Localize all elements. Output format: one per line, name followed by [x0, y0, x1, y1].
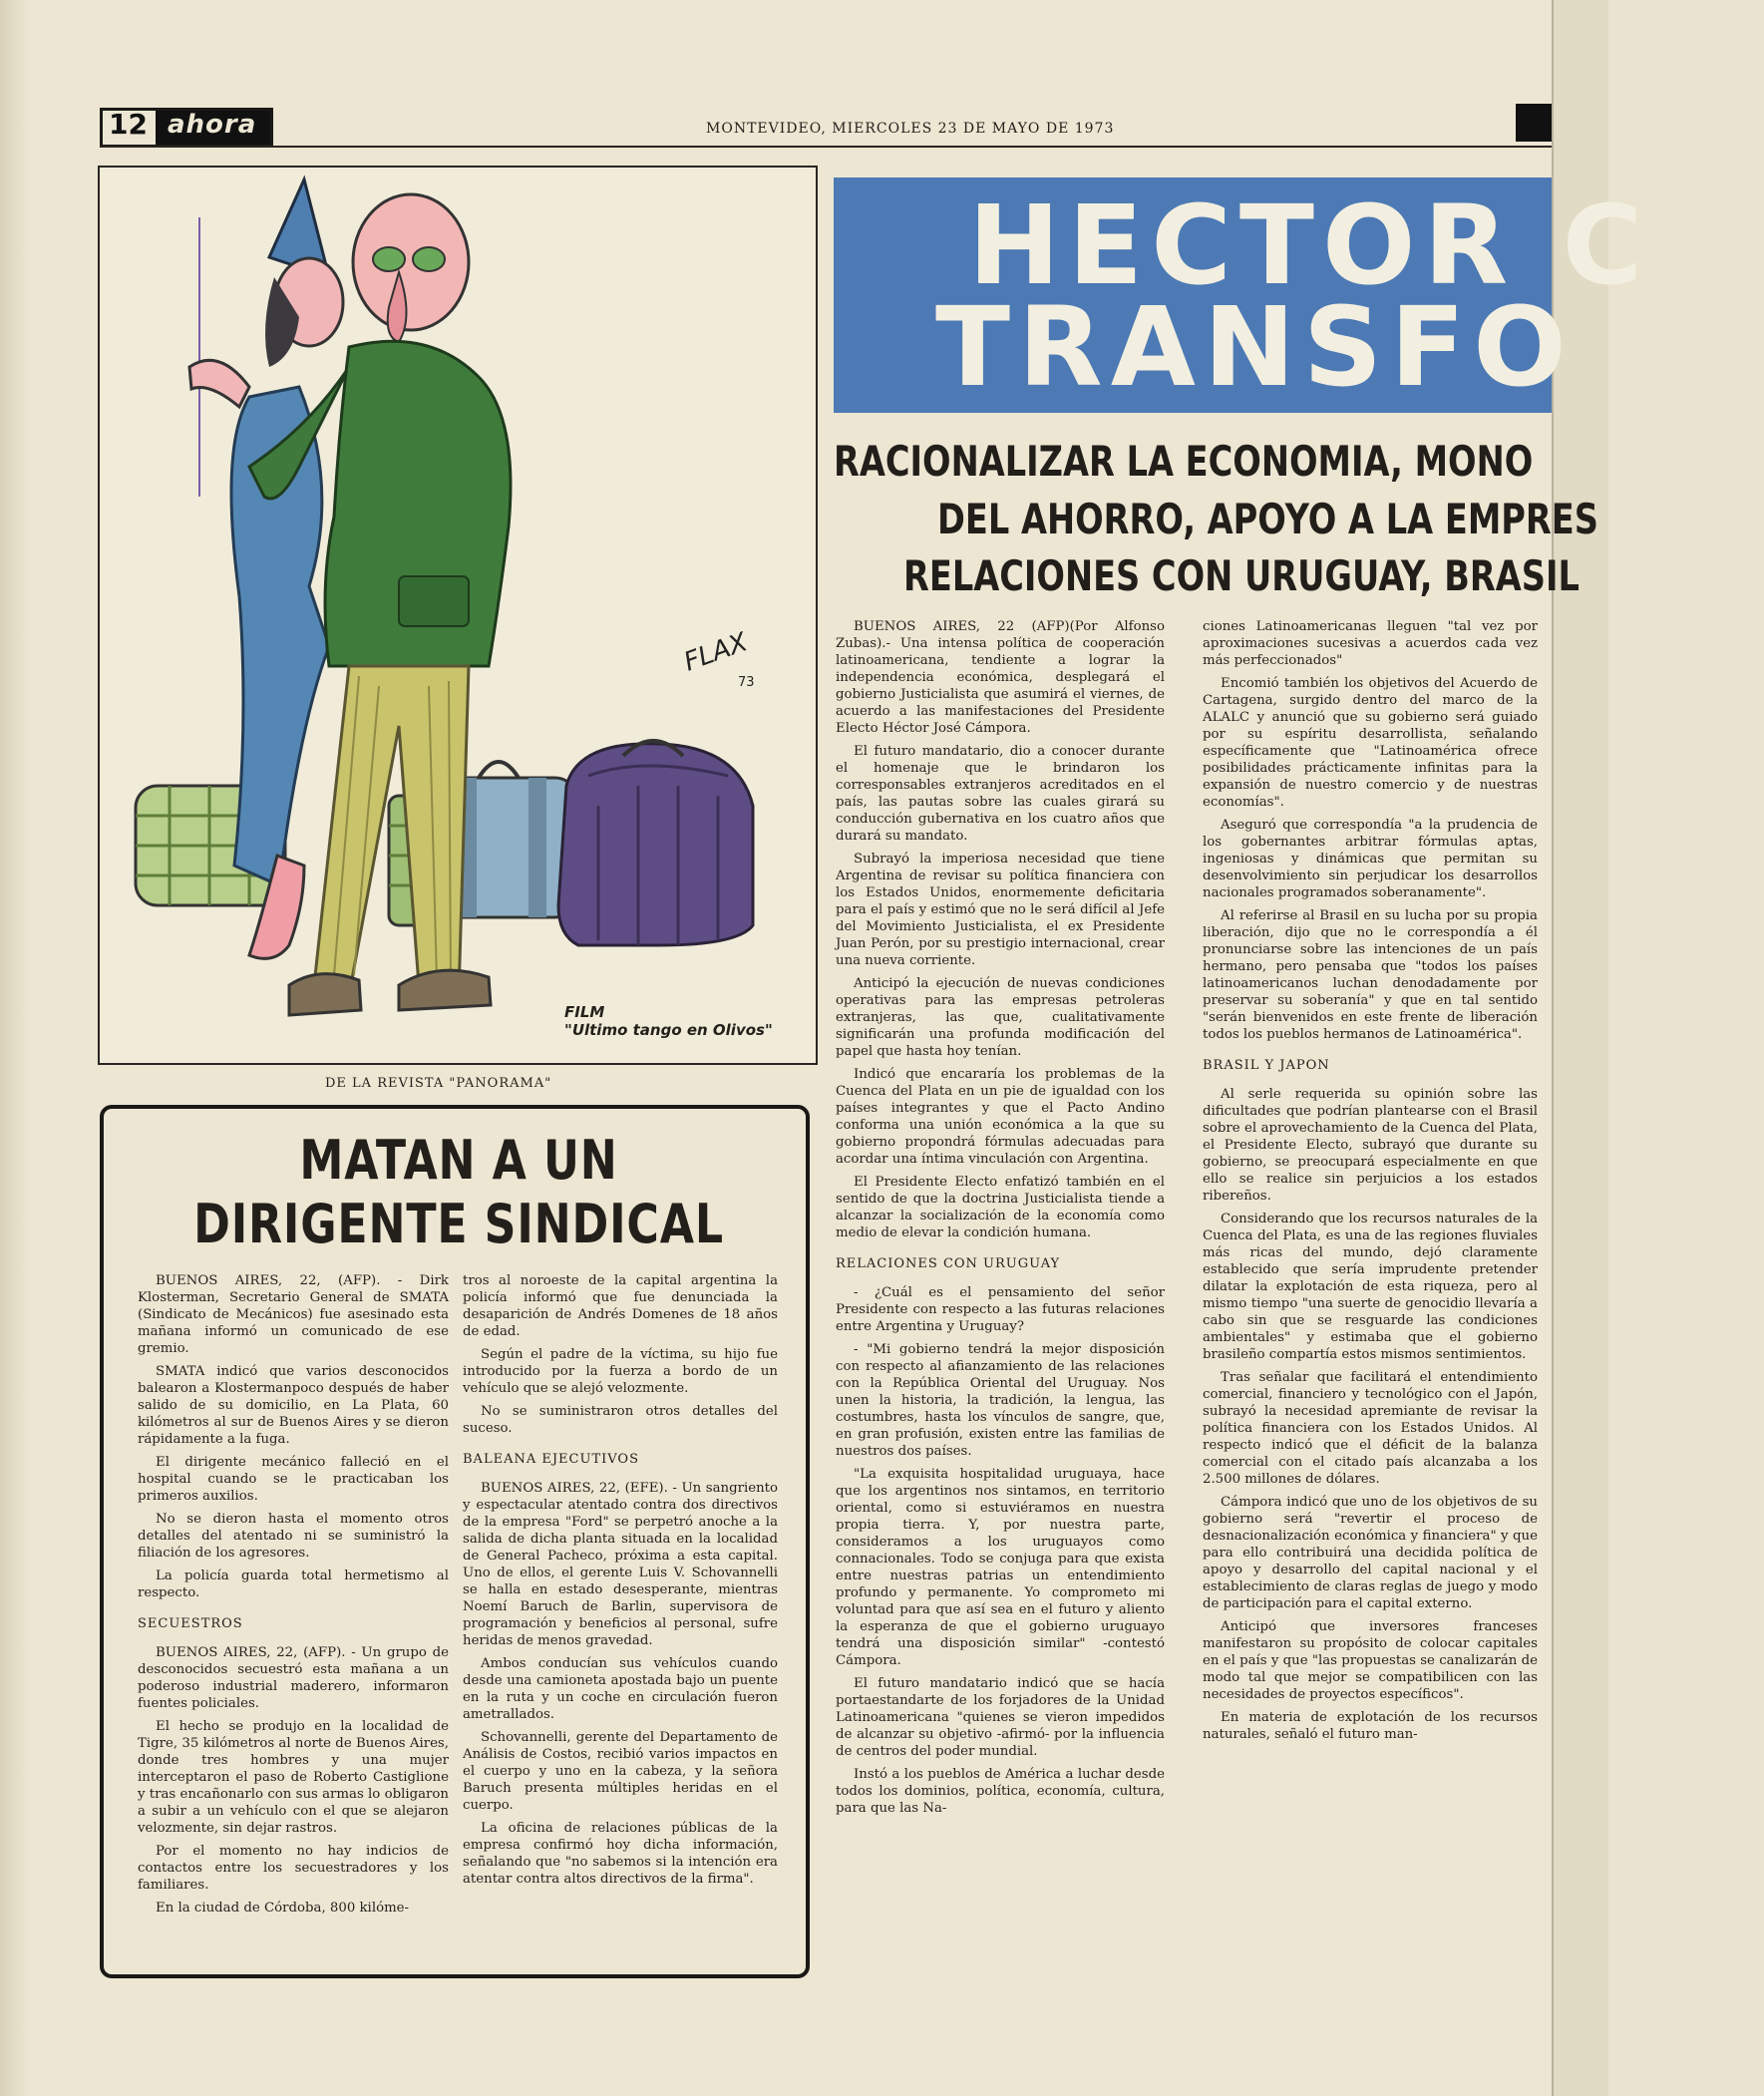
sidebar-paragraph: El dirigente mecánico falleció en el hospital cuando se le practicaban los primeros auxilios. [138, 1455, 449, 1504]
main-paragraph: Subrayó la imperiosa necesidad que tiene Argentina de revisar su política financiera con los Estados Unidos, enormemente deficitaria para el país y estimó que no le será difícil al Jefe del Movimiento Justicialista, el ex Presidente Juan Perón, por su prestigio internacional, crear una nueva corriente. [836, 852, 1165, 968]
main-deck-line3 [903, 551, 1580, 600]
main-deck-text: RACIONALIZAR LA ECONOMIA, MONO [834, 437, 1534, 486]
sidebar-paragraph: El hecho se produjo en la localidad de Tigre, 35 kilómetros al norte de Buenos Aires, donde tres hombres y una mujer interceptaron el paso de Roberto Castiglione y tras encañonarlo con sus armas lo obligaron a subir a un vehículo con el que se alejaron velozmente, sin dejar rastros. [138, 1719, 449, 1836]
masthead-rule [100, 146, 1552, 148]
main-paragraph: Considerando que los recursos naturales de la Cuenca del Plata, es una de las regiones fluviales más ricas del mundo, dejó claramente establecido que sería imprudente pretender dilatar la explotación de esta riqueza, pero al mismo tiempo "una suerte de genocidio llevaría a cabo sin que se resguarde las condiciones ambientales" y estimaba que el gobierno brasileño compartía estos mismos sentimientos. [1203, 1212, 1538, 1362]
main-paragraph: BUENOS AIRES, 22 (AFP)(Por Alfonso Zubas).- Una intensa política de cooperación latinoamericana, tendiente a lograr la independencia económica, desplegará el gobierno Justicialista que asumirá el viernes, de acuerdo a las manifestaciones del Presidente Electo Héctor José Cámpora. [836, 619, 1165, 736]
cartoon-caption-label: FILM [564, 1003, 605, 1021]
sidebar-paragraph: SMATA indicó que varios desconocidos balearon a Klostermanpoco después de haber salido de su domicilio, en La Plata, 60 kilómetros al sur de Buenos Aires y se dieron rápidamente a la fuga. [138, 1364, 449, 1447]
sidebar-paragraph: BUENOS AIRES, 22, (AFP). - Un grupo de desconocidos secuestró esta mañana a un poderoso industrial maderero, informaron fuentes policiales. [138, 1645, 449, 1711]
sidebar-headline-line1: MATAN A UN [299, 1129, 618, 1192]
cartoon-caption-title: "Ultimo tango en Olivos" [564, 1021, 773, 1039]
sidebar-paragraph: BUENOS AIRES, 22, (EFE). - Un sangriento y espectacular atentado contra dos directivos de la empresa "Ford" se perpetró anoche a la salida de dicha planta situada en la localidad de General Pacheco, próxima a esta capital. Uno de ellos, el gerente Luis V. Schovannelli se halla en estado desesperante, mientras Noemí Baruch de Barlin, supervisora de programación y beneficios al personal, sufre heridas de menos gravedad. [463, 1481, 778, 1648]
sidebar-subhead-secuestros: SECUESTROS [138, 1616, 243, 1631]
sidebar-paragraph: No se suministraron otros detalles del suceso. [463, 1404, 778, 1436]
newspaper-name: ahora [156, 111, 270, 145]
cartoon-drawing [100, 168, 816, 1063]
main-headline-line1: HECTOR C [968, 181, 1651, 309]
main-paragraph: El futuro mandatario indicó que se hacía portaestandarte de los forjadores de la Unidad Latinoamericana "quienes se vieron impedidos de alcanzar su objetivo -afirmó- por la influencia de centros del poder mundial. [836, 1676, 1165, 1759]
main-paragraph: Cámpora indicó que uno de los objetivos de su gobierno será "revertir el proceso de desnacionalización económica y financiera" y que para ello contribuirá una decidida política de apoyo y desarrollo del capital nacional y el establecimiento de claras reglas de juego y modo de participación para el capital externo. [1203, 1495, 1538, 1611]
main-paragraph: Anticipó que inversores franceses manifestaron su propósito de colocar capitales en el país y que "las propuestas se canalizarán de modo tal que mejor se compatibilicen con las necesidades de proyectos específicos". [1203, 1619, 1538, 1702]
sidebar-paragraph: tros al noroeste de la capital argentina la policía informó que fue denunciada la desaparición de Andrés Domenes de 18 años de edad. [463, 1273, 778, 1339]
sidebar-column-2 [463, 1272, 778, 1894]
main-paragraph: - ¿Cuál es el pensamiento del señor Presidente con respecto a las futuras relaciones entre Argentina y Uruguay? [836, 1285, 1165, 1334]
sidebar-paragraph: Schovannelli, gerente del Departamento de Análisis de Costos, recibió varios impactos en el cuerpo y uno en la cabeza, y la señora Baruch presenta múltiples heridas en el cuerpo. [463, 1730, 778, 1813]
sidebar-paragraph: En la ciudad de Córdoba, 800 kilóme- [156, 1901, 410, 1916]
cartoon-year: 73 [738, 675, 755, 690]
main-paragraph: Instó a los pueblos de América a luchar desde todos los dominios, política, economía, cultura, para que las Na- [836, 1767, 1165, 1816]
main-paragraph: - "Mi gobierno tendrá la mejor disposición con respecto al afianzamiento de las relaciones con la República Oriental del Uruguay. Nos unen la historia, la tradición, la lengua, las costumbres, hasta los vínculos de sangre, que, en gran profusión, existen entre las familias de nuestros dos países. [836, 1342, 1165, 1459]
main-paragraph: Encomió también los objetivos del Acuerdo de Cartagena, surgido dentro del marco de la ALALC y anunció que su gobierno será guiado por su espíritu desarrollista, señalando específicamente que "Latinoamérica ofrece posibilidades prácticamente infinitas para la expansión de nuestro comercio y de nuestras economías". [1203, 676, 1538, 810]
main-paragraph: Al serle requerida su opinión sobre las dificultades que podrían plantearse con el Brasil sobre el aprovechamiento de la Cuenca del Plata, el Presidente Electo, subrayó que durante su gobierno, se preocupará especialmente en que ello se realice sin perjuicios a los estados ribereños. [1203, 1087, 1538, 1204]
main-headline-line2: TRANSFO [935, 283, 1575, 411]
sidebar-paragraph: La policía guarda total hermetismo al respecto. [138, 1569, 449, 1600]
main-subhead-uruguay: RELACIONES CON URUGUAY [836, 1256, 1061, 1271]
cartoonist-signature: FLAX [680, 627, 752, 678]
main-deck-text: DEL AHORRO, APOYO A LA EMPRES [937, 495, 1598, 543]
main-paragraph: Tras señalar que facilitará el entendimiento comercial, financiero y tecnológico con el Japón, subrayó la necesidad apremiante de revisar la política financiera con los Estados Unidos. Al respecto indicó que el déficit de la balanza comercial con el citado país alcanzaba a los 2.500 millones de dólares. [1203, 1370, 1538, 1487]
main-column-1 [836, 618, 1165, 1823]
sidebar-paragraph: Ambos conducían sus vehículos cuando desde una camioneta apostada bajo un puente en la ruta y un coche en circulación fueron ametrallados. [463, 1656, 778, 1722]
dateline: MONTEVIDEO, MIERCOLES 23 DE MAYO DE 1973 [706, 121, 1115, 137]
political-cartoon [98, 166, 818, 1065]
cartoon-credit: DE LA REVISTA "PANORAMA" [325, 1076, 552, 1091]
cartoon-caption [564, 1003, 773, 1039]
sidebar-story-box [100, 1105, 810, 1978]
main-headline-banner [834, 177, 1651, 413]
main-subhead-brasil: BRASIL Y JAPON [1203, 1058, 1330, 1073]
main-deck-line1 [834, 437, 1552, 486]
sidebar-paragraph: No se dieron hasta el momento otros detalles del atentado ni se suministró la filiación de los agresores. [138, 1512, 449, 1561]
sidebar-headline-line2: DIRIGENTE SINDICAL [193, 1193, 724, 1255]
sidebar-subhead-baleana: BALEANA EJECUTIVOS [463, 1452, 639, 1467]
page-gutter-shadow [0, 0, 30, 2096]
sidebar-paragraph: Según el padre de la víctima, su hijo fue introducido por la fuerza a bordo de un vehículo que se alejó velozmente. [463, 1347, 778, 1396]
sidebar-paragraph: Por el momento no hay indicios de contactos entre los secuestradores y los familiares. [138, 1844, 449, 1893]
sidebar-paragraph: BUENOS AIRES, 22, (AFP). - Dirk Klosterman, Secretario General de SMATA (Sindicato de Mecánicos) fue asesinado esta mañana informó un comunicado de ese gremio. [138, 1273, 449, 1356]
main-paragraph: Anticipó la ejecución de nuevas condiciones operativas para las empresas petroleras extranjeras, las que, cualitativamente significarán una profunda modificación del papel que hasta hoy tenían. [836, 976, 1165, 1059]
main-deck-line2 [937, 495, 1598, 543]
masthead [100, 108, 273, 148]
page-number: 12 [103, 111, 156, 145]
main-paragraph: El Presidente Electo enfatizó también en el sentido de que la doctrina Justicialista tiende a alcanzar la socialización de la economía como medio de elevar la condición humana. [836, 1175, 1165, 1240]
masthead-corner-block [1516, 104, 1552, 142]
main-paragraph: ciones Latinoamericanas lleguen "tal vez por aproximaciones sucesivas a acuerdos cada vez más perfeccionados" [1203, 619, 1538, 668]
main-paragraph: En materia de explotación de los recursos naturales, señaló el futuro man- [1203, 1710, 1538, 1742]
main-column-2 [1203, 618, 1538, 1749]
main-paragraph: Al referirse al Brasil en su lucha por su propia liberación, dijo que no le correspondía a él pronunciarse sobre las intenciones de un país hermano, pero pensaba que "todos los países latinoamericanos luchan denodadamente por preservar su soberanía" y que en tal sentido "serán bienvenidos en este frente de liberación todos los pueblos hermanos de Latinoamérica". [1203, 908, 1538, 1042]
main-deck-text: RELACIONES CON URUGUAY, BRASIL [903, 551, 1580, 600]
main-paragraph: Indicó que encararía los problemas de la Cuenca del Plata en un pie de igualdad con los países integrantes y que el Pacto Andino conforma una unión económica a la que su gobierno propondrá fórmulas adecuadas para acordar una íntima vinculación con Argentina. [836, 1067, 1165, 1167]
main-paragraph: El futuro mandatario, dio a conocer durante el homenaje que le brindaron los corresponsables extranjeros acreditados en el país, las pautas sobre las cuales girará su conducción gubernativa en los cuatro años que durará su mandato. [836, 744, 1165, 844]
sidebar-paragraph: La oficina de relaciones públicas de la empresa confirmó hoy dicha información, señalando que "no sabemos si la intención era atentar contra altos directivos de la firma". [463, 1821, 778, 1887]
sidebar-column-1 [138, 1272, 449, 1922]
main-paragraph: "La exquisita hospitalidad uruguaya, hace que los argentinos nos sintamos, en territorio oriental, como si estuviéramos en nuestra propia tierra. Y, por nuestra parte, consideramos a los uruguayos como connacionales. Todo se conjuga para que exista entre nuestras patrias un entendimiento profundo y permanente. Yo comprometo mi voluntad para que así sea en el futuro y aliento la esperanza de que el gobierno uruguayo tendrá una disposición similar" -contestó Cámpora. [836, 1467, 1165, 1668]
main-paragraph: Aseguró que correspondía "a la prudencia de los gobernantes arbitrar fórmulas aptas, ingeniosas y dinámicas que permitan su desenvolvimiento sin perjudicar los desarrollos nacionales programados soberanamente". [1203, 818, 1538, 900]
